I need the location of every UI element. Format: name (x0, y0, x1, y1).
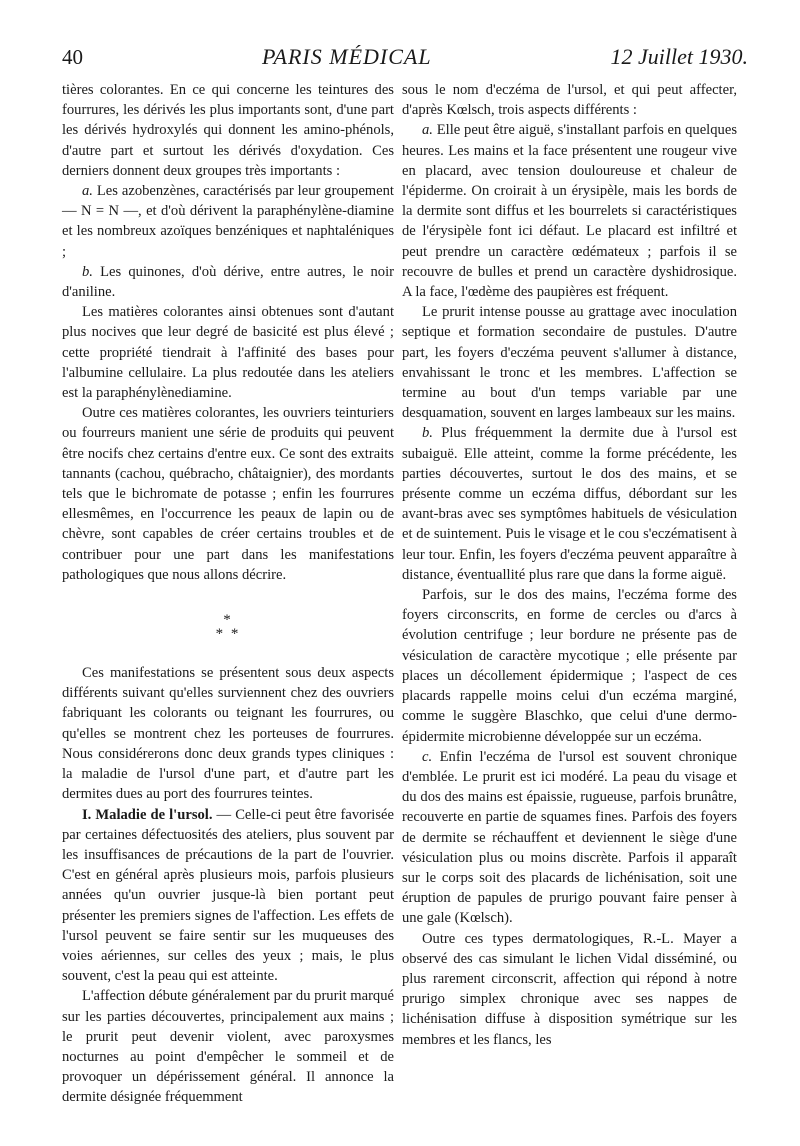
paragraph (402, 120, 737, 302)
list-label: a. (82, 183, 93, 200)
paragraph: Outre ces types dermatologiques, R.-L. Mayer a observé des cas simulant le lichen Vidal disséminé, ou plus rarement circonscrit, affection qui répond à notre prurigo simplex chronique avec ses nappes de lichénisation diffuse à disposition symétrique sur les membres et les flancs, les (402, 930, 737, 1048)
list-label: b. (422, 425, 433, 442)
paragraph: Les matières colorantes ainsi obtenues sont d'autant plus nocives que leur degré de basicité est plus élevé ; cette propriété tiendrait à l'affinité des bases pour l'albumine cellulaire. La plus redoutée dans les ateliers est la paraphénylènediamine. (62, 304, 394, 402)
paragraph: L'affection débute généralement par du prurit marqué sur les parties découvertes, principalement aux mains ; le prurit peut devenir violent, avec paroxysmes nocturnes au point d'empêcher le sommeil et de provoquer un dépérissement général. Il annonce la dermite désignée fréquemment (62, 988, 394, 1106)
paragraph: Outre ces matières colorantes, les ouvriers teinturiers ou fourreurs manient une série de produits qui peuvent être nocifs chez certains d'entre eux. Ce sont des extraits tannants (cachou, québracho, châtaignier), des mordants tels que le bichromate de potasse ; enfin les fourrures ellesmêmes, en l'occurrence les peaux de lapin ou de chèvre, sont capables de créer certains troubles et de contribuer pour une part dans les manifestations pathologiques que nous allons décrire. (62, 405, 394, 583)
left-column (62, 80, 394, 1108)
asterism-top: * (223, 612, 233, 629)
paragraph-text: Les azobenzènes, caractérisés par leur groupement — N = N —, et d'où dérivent la paraphénylène-diamine et les nombreux azoïques benzéniques et naphtaléniques ; (62, 183, 394, 260)
paragraph (62, 262, 394, 302)
paragraph: Parfois, sur le dos des mains, l'eczéma forme des foyers circonscrits, en forme de cercles ou d'arcs à évolution centrifuge ; leur bordure ne présente pas de vésiculation de caractère mycotique ; elle présente par places un décollement épidermique ; l'aspect de ces placards rappelle moins celui d'un eczéma marginé, comme le suggère Blaschko, que celui d'une dermo-épidermite microbienne développée sur un eczéma. (402, 587, 737, 745)
paragraph (402, 747, 737, 929)
list-label: a. (422, 122, 433, 139)
paragraph: Ces manifestations se présentent sous deux aspects différents suivant qu'elles surviennent chez des ouvriers fabriquant les colorants ou teignant les fourrures, ou qu'elles se montrent chez les porteuses de fourrures. Nous considérerons donc deux grands types cliniques : la maladie de l'ursol d'une part, et d'autre part les dermites dues au port des fourrures teintes. (62, 665, 394, 803)
paragraph (62, 805, 394, 987)
paragraph-text: — Celle-ci peut être favorisée par certaines défectuosités des ateliers, plus souvent par les insuffisances de précautions de la part de l'ouvrier. C'est en général après plusieurs mois, parfois plusieurs années qu'un ouvrier jusque-là bien portant peut présenter les premiers signes de l'affection. Les effets de l'ursol peuvent se faire sentir sur les muqueuses des voies aériennes, sur celles des yeux ; mais, le plus souvent, c'est la peau qui est atteinte. (62, 806, 394, 985)
paragraph (62, 181, 394, 262)
issue-date: 12 Juillet 1930. (610, 44, 748, 69)
paragraph-text: Enfin l'eczéma de l'ursol est souvent chronique d'emblée. Le prurit est ici modéré. La peau du visage et du dos des mains est épaissie, rugueuse, parfois brunâtre, recouverte en partie de squames fines. Parfois des foyers de dermite se réchauffent et deviennent le siège d'une vésiculation plus ou moins discrète. Parfois il apparaît sur le corps soit des placards de lichénisation, soit une éruption de papules de prurigo pouvant faire penser à une gale (Kœlsch). (402, 748, 737, 927)
running-header (62, 44, 748, 74)
right-column (402, 80, 737, 1050)
paragraph: sous le nom d'eczéma de l'ursol, et qui peut affecter, d'après Kœlsch, trois aspects différents : (402, 82, 737, 119)
paragraph: Le prurit intense pousse au grattage avec inoculation septique et formation secondaire de pustules. D'autre part, les foyers d'eczéma peuvent s'allumer à distance, envahissant le tronc et les membres. L'affection se termine au bout d'un temps variable par une desquamation, souvent en larges lambeaux sur les mains. (402, 304, 737, 422)
section-separator (62, 613, 394, 641)
paragraph-text: Elle peut être aiguë, s'installant parfois en quelques heures. Les mains et la face présentent une rougeur vive en placard, avec tension douloureuse et chaleur de l'épiderme. On croirait à un érysipèle, mais les bords de la dermite sont diffus et les bourrelets si caractéristiques de l'érysipèle font ici défaut. Le placard est infiltré et peut prendre un caractère œdémateux ; parfois il se recouvre de bulles et prend un caractère dyshidrosique. A la face, l'œdème des paupières est fréquent. (402, 122, 737, 301)
paragraph (402, 423, 737, 585)
list-label: b. (82, 263, 93, 280)
journal-title: PARIS MÉDICAL (261, 44, 432, 69)
paragraph-text: Plus fréquemment la dermite due à l'ursol est subaiguë. Elle atteint, comme la forme précédente, les parties découvertes, surtout le dos des mains, et se présente comme un eczéma diffus, débordant sur les avant-bras avec ses symptômes habituels de vésiculation et de suintement. Puis le visage et le cou s'eczématisent à leur tour. Enfin, les foyers d'eczéma peuvent apparaître à distance, éventuallité plus rare que dans la forme aiguë. (402, 425, 737, 583)
list-label: c. (422, 748, 433, 765)
paragraph-text: Les quinones, d'où dérive, entre autres, le noir d'aniline. (62, 263, 394, 301)
paragraph: tières colorantes. En ce qui concerne les teintures des fourrures, les dérivés les plus importants sont, d'une part les dérivés hydroxylés qui donnent les amino-phénols, d'autre part et surtout les dérivés d'oxydation. Ces derniers donnent deux groupes très importants : (62, 82, 394, 179)
page-number: 40 (62, 45, 83, 69)
section-heading: I. Maladie de l'ursol. (82, 806, 213, 823)
asterism-bottom: * * (215, 626, 241, 643)
